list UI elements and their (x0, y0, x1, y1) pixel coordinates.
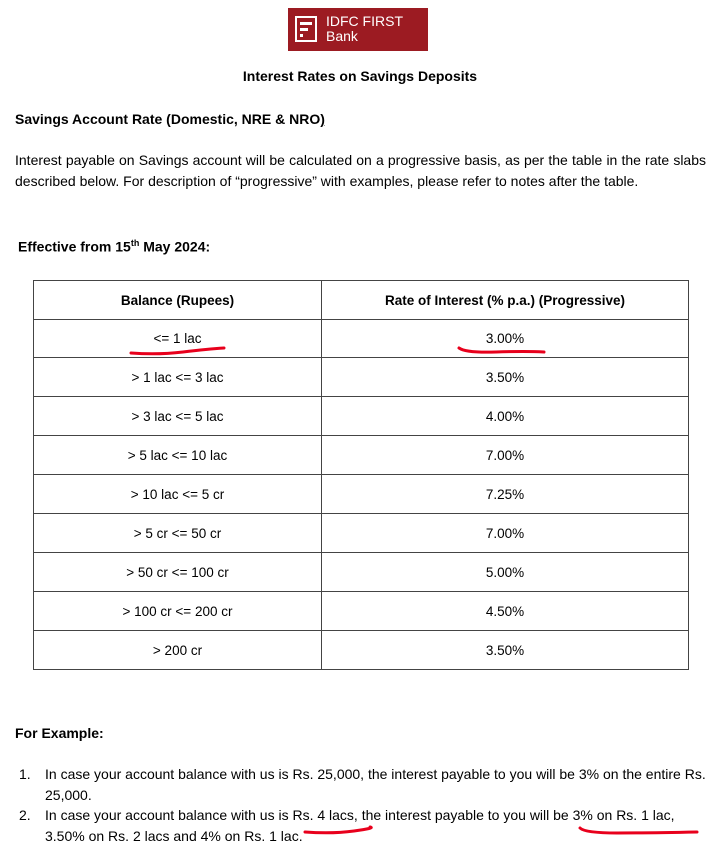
table-row (34, 358, 689, 397)
rate-cell: 5.00% (322, 553, 689, 592)
idfc-first-bank-logo (288, 8, 428, 51)
section-heading (15, 111, 325, 127)
rate-cell: 4.50% (322, 592, 689, 631)
section-heading-text: Savings Account Rate (Domestic, NRE & NRO (15, 111, 321, 127)
rate-cell: 7.00% (322, 436, 689, 475)
rate-cell: 7.25% (322, 475, 689, 514)
logo-wordmark (326, 14, 403, 44)
effective-suffix: May 2024: (139, 238, 211, 255)
effective-prefix: Effective from 15 (18, 238, 131, 255)
interest-rate-table (33, 280, 689, 670)
table-row (34, 436, 689, 475)
balance-cell: > 50 cr <= 100 cr (34, 553, 322, 592)
table-row (34, 514, 689, 553)
example-heading: For Example: (15, 725, 104, 741)
logo-line-1: IDFC FIRST (326, 13, 403, 29)
balance-cell: > 5 lac <= 10 lac (34, 436, 322, 475)
annotation-underline-balance (128, 344, 228, 358)
rate-cell: 7.00% (322, 514, 689, 553)
effective-sup: th (130, 238, 140, 248)
section-heading-closing: ) (320, 111, 325, 127)
intro-paragraph: Interest payable on Savings account will be calculated on a progressive basis, as per the table in the rate slabs described below. For description of “progressive” with examples, please refer to notes after the table. (15, 152, 706, 189)
table-row (34, 475, 689, 514)
balance-cell: > 1 lac <= 3 lac (34, 358, 322, 397)
table-header-row (34, 281, 689, 320)
table-row (34, 592, 689, 631)
balance-cell: > 5 cr <= 50 cr (34, 514, 322, 553)
rate-cell: 3.50% (322, 358, 689, 397)
balance-cell: <= 1 lac (34, 320, 322, 358)
table-row (34, 553, 689, 592)
table-row (34, 397, 689, 436)
list-item-text: In case your account balance with us is Rs. 4 lacs, the interest payable to you will be 3% on Rs. 1 lac, 3.50% on Rs. 2 lacs and 4% on Rs. 1 lac. (45, 807, 675, 844)
annotation-underline-rate (456, 345, 548, 357)
table-row (34, 631, 689, 670)
bank-logo-icon (295, 16, 317, 42)
logo-line-2: Bank (326, 28, 358, 44)
rate-cell: 3.50% (322, 631, 689, 670)
effective-date-heading (18, 238, 210, 255)
balance-cell: > 200 cr (34, 631, 322, 670)
list-item-number: 1. (19, 766, 31, 782)
header-rate: Rate of Interest (% p.a.) (Progressive) (322, 281, 689, 320)
rate-cell: 4.00% (322, 397, 689, 436)
list-item-number: 2. (19, 807, 31, 823)
header-balance: Balance (Rupees) (34, 281, 322, 320)
list-item (15, 764, 707, 805)
page-title: Interest Rates on Savings Deposits (242, 68, 478, 84)
annotation-underline-example-rate (577, 826, 701, 838)
annotation-underline-example-amount (302, 825, 374, 837)
balance-cell: > 100 cr <= 200 cr (34, 592, 322, 631)
list-item-text: In case your account balance with us is Rs. 25,000, the interest payable to you will be 3% on the entire Rs. 25,000. (45, 766, 706, 803)
balance-cell: > 3 lac <= 5 lac (34, 397, 322, 436)
rate-cell: 3.00% (322, 320, 689, 358)
balance-cell: > 10 lac <= 5 cr (34, 475, 322, 514)
